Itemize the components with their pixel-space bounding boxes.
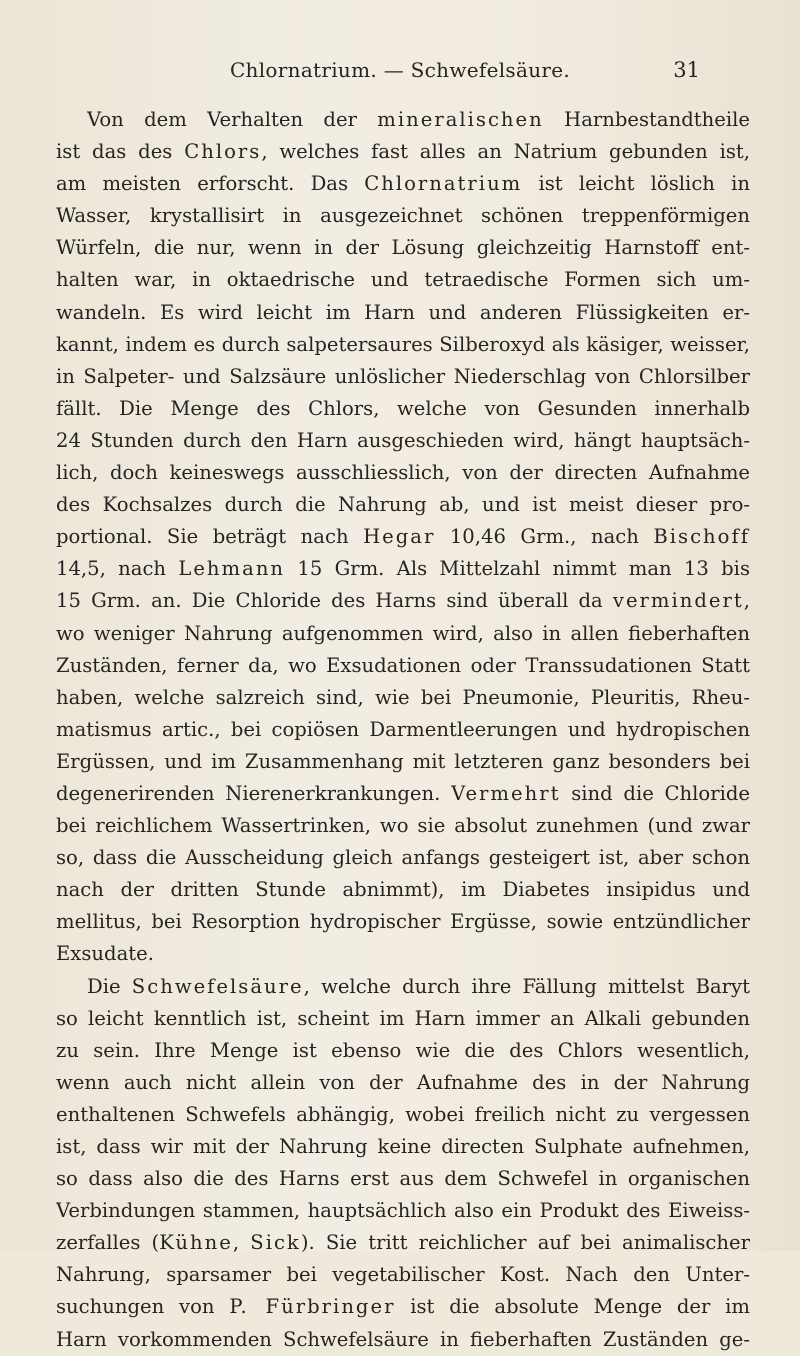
text-line: [56, 746, 750, 778]
text-line: [56, 650, 750, 682]
text-segment: halten war, in oktaedrische und tetraedische Formen sich um-: [56, 268, 750, 292]
text-segment: ist die absolute Menge der im: [395, 1295, 750, 1319]
text-segment: wenn auch nicht allein von der Aufnahme des in der Nahrung: [56, 1070, 750, 1094]
text-segment: ,: [743, 589, 750, 613]
text-segment: bei reichlichem Wassertrinken, wo sie absolut zunehmen (und zwar: [56, 814, 750, 838]
spaced-emphasis: Vermehrt: [451, 781, 561, 805]
spaced-emphasis: Schwefelsäure: [131, 974, 304, 998]
text-segment: 15 Grm. an. Die Chloride des Harns sind überall da: [56, 589, 613, 613]
text-segment: Harn vorkommenden Schwefelsäure in fieberhaften Zuständen ge-: [56, 1327, 750, 1351]
text-line: [56, 168, 750, 200]
running-title: Chlornatrium. — Schwefelsäure.: [229, 58, 571, 82]
text-line: [56, 778, 750, 810]
text-line: [56, 938, 750, 970]
spaced-emphasis: Lehmann: [178, 557, 286, 581]
text-line: [56, 971, 750, 1003]
text-line: [56, 1195, 750, 1227]
text-segment: suchungen von: [56, 1295, 230, 1319]
text-segment: am meisten erforscht. Das: [56, 172, 365, 196]
text-line: [56, 842, 750, 874]
text-segment: des Kochsalzes durch die Nahrung ab, und ist meist dieser pro-: [56, 493, 750, 517]
text-line: [56, 200, 750, 232]
text-segment: wandeln. Es wird leicht im Harn und anderen Flüssigkeiten er-: [56, 300, 750, 324]
spaced-emphasis: Kühne: [159, 1231, 233, 1255]
text-segment: Wasser, krystallisirt in ausgezeichnet schönen treppenförmigen: [56, 204, 750, 228]
text-segment: enthaltenen Schwefels abhängig, wobei freilich nicht zu vergessen: [56, 1102, 750, 1126]
text-segment: Die: [87, 974, 132, 998]
text-line: [56, 232, 750, 264]
text-line: [56, 1291, 750, 1323]
text-segment: fällt. Die Menge des Chlors, welche von Gesunden innerhalb: [56, 396, 750, 420]
text-line: [56, 1163, 750, 1195]
text-segment: nach der dritten Stunde abnimmt), im Diabetes insipidus und: [56, 878, 750, 902]
spaced-emphasis: Chlors: [184, 140, 262, 164]
text-line: [56, 682, 750, 714]
spaced-emphasis: P. Fürbringer: [229, 1295, 396, 1319]
text-line: [56, 1324, 750, 1356]
text-line: [56, 810, 750, 842]
text-line: [56, 1259, 750, 1291]
spaced-emphasis: vermindert: [612, 589, 744, 613]
text-line: [56, 1003, 750, 1035]
text-line: [56, 104, 750, 136]
text-segment: Würfeln, die nur, wenn in der Lösung gleichzeitig Harnstoff ent-: [56, 236, 750, 260]
text-segment: ist das des: [56, 140, 185, 164]
text-segment: Von dem Verhalten der: [87, 108, 378, 131]
text-line: [56, 264, 750, 296]
text-segment: , welche durch ihre Fällung mittelst Baryt: [303, 974, 750, 998]
text-segment: Nahrung, sparsamer bei vegetabilischer Kost. Nach den Unter-: [56, 1263, 750, 1287]
text-line: [56, 1227, 750, 1259]
text-line: [56, 521, 750, 553]
text-segment: 10,46 Grm., nach: [435, 525, 654, 549]
text-segment: haben, welche salzreich sind, wie bei Pneumonie, Pleuritis, Rheu-: [56, 685, 750, 709]
text-line: [56, 457, 750, 489]
text-segment: sind die Chloride: [560, 781, 750, 805]
text-line: [56, 906, 750, 938]
text-line: [56, 393, 750, 425]
text-line: [56, 1099, 750, 1131]
text-line: [56, 489, 750, 521]
text-line: [56, 714, 750, 746]
spaced-emphasis: mineralischen: [377, 108, 544, 131]
running-head: [0, 58, 800, 94]
text-segment: ist leicht löslich in: [522, 172, 750, 196]
text-segment: mellitus, bei Resorption hydropischer Ergüsse, sowie entzündlicher: [56, 910, 750, 934]
text-segment: portional. Sie beträgt nach: [56, 525, 364, 549]
text-segment: zu sein. Ihre Menge ist ebenso wie die des Chlors wesentlich,: [56, 1038, 750, 1062]
text-segment: Harnbestandtheile: [543, 108, 750, 131]
text-line: [56, 618, 750, 650]
text-segment: wo weniger Nahrung aufgenommen wird, also in allen fieberhaften: [56, 621, 750, 645]
text-line: [56, 553, 750, 585]
text-segment: zerfalles (: [56, 1231, 160, 1255]
text-segment: Verbindungen stammen, hauptsächlich also ein Produkt des Eiweiss-: [56, 1199, 750, 1223]
text-segment: 14,5, nach: [56, 557, 179, 581]
text-segment: matismus artic., bei copiösen Darmentleerungen und hydropischen: [56, 717, 750, 741]
text-segment: 24 Stunden durch den Harn ausgeschieden wird, hängt hauptsäch-: [56, 428, 750, 452]
text-segment: so leicht kenntlich ist, scheint im Harn immer an Alkali gebunden: [56, 1006, 750, 1030]
text-segment: ). Sie tritt reichlicher auf bei animalischer: [300, 1231, 750, 1255]
text-line: [56, 874, 750, 906]
text-segment: , welches fast alles an Natrium gebunden ist,: [261, 140, 750, 164]
spaced-emphasis: Sick: [250, 1231, 301, 1255]
text-segment: Exsudate.: [56, 942, 154, 966]
text-segment: kannt, indem es durch salpetersaures Silberoxyd als käsiger, weisser,: [56, 332, 750, 356]
text-line: [56, 136, 750, 168]
text-line: [56, 361, 750, 393]
text-segment: ,: [232, 1231, 251, 1255]
text-segment: 15 Grm. Als Mittelzahl nimmt man 13 bis: [285, 557, 750, 581]
text-line: [56, 1067, 750, 1099]
spaced-emphasis: Bischoff: [653, 525, 750, 549]
spaced-emphasis: Chlornatrium: [364, 172, 523, 196]
text-segment: Ergüssen, und im Zusammenhang mit letzteren ganz besonders bei: [56, 749, 750, 773]
body-text: [56, 104, 750, 1356]
text-segment: lich, doch keineswegs ausschliesslich, von der directen Aufnahme: [56, 461, 750, 485]
text-line: [56, 297, 750, 329]
text-line: [56, 1035, 750, 1067]
text-segment: in Salpeter- und Salzsäure unlöslicher Niederschlag von Chlorsilber: [56, 364, 750, 388]
text-line: [56, 329, 750, 361]
text-segment: degenerirenden Nierenerkrankungen.: [56, 781, 452, 805]
page-number: 31: [673, 58, 700, 82]
text-line: [56, 1131, 750, 1163]
text-segment: ist, dass wir mit der Nahrung keine directen Sulphate aufnehmen,: [56, 1135, 750, 1158]
text-segment: so, dass die Ausscheidung gleich anfangs gesteigert ist, aber schon: [56, 846, 750, 870]
text-segment: Zuständen, ferner da, wo Exsudationen oder Transsudationen Statt: [56, 653, 750, 677]
spaced-emphasis: Hegar: [363, 525, 436, 549]
text-segment: so dass also die des Harns erst aus dem Schwefel in organischen: [56, 1167, 750, 1191]
text-line: [56, 585, 750, 617]
text-line: [56, 425, 750, 457]
